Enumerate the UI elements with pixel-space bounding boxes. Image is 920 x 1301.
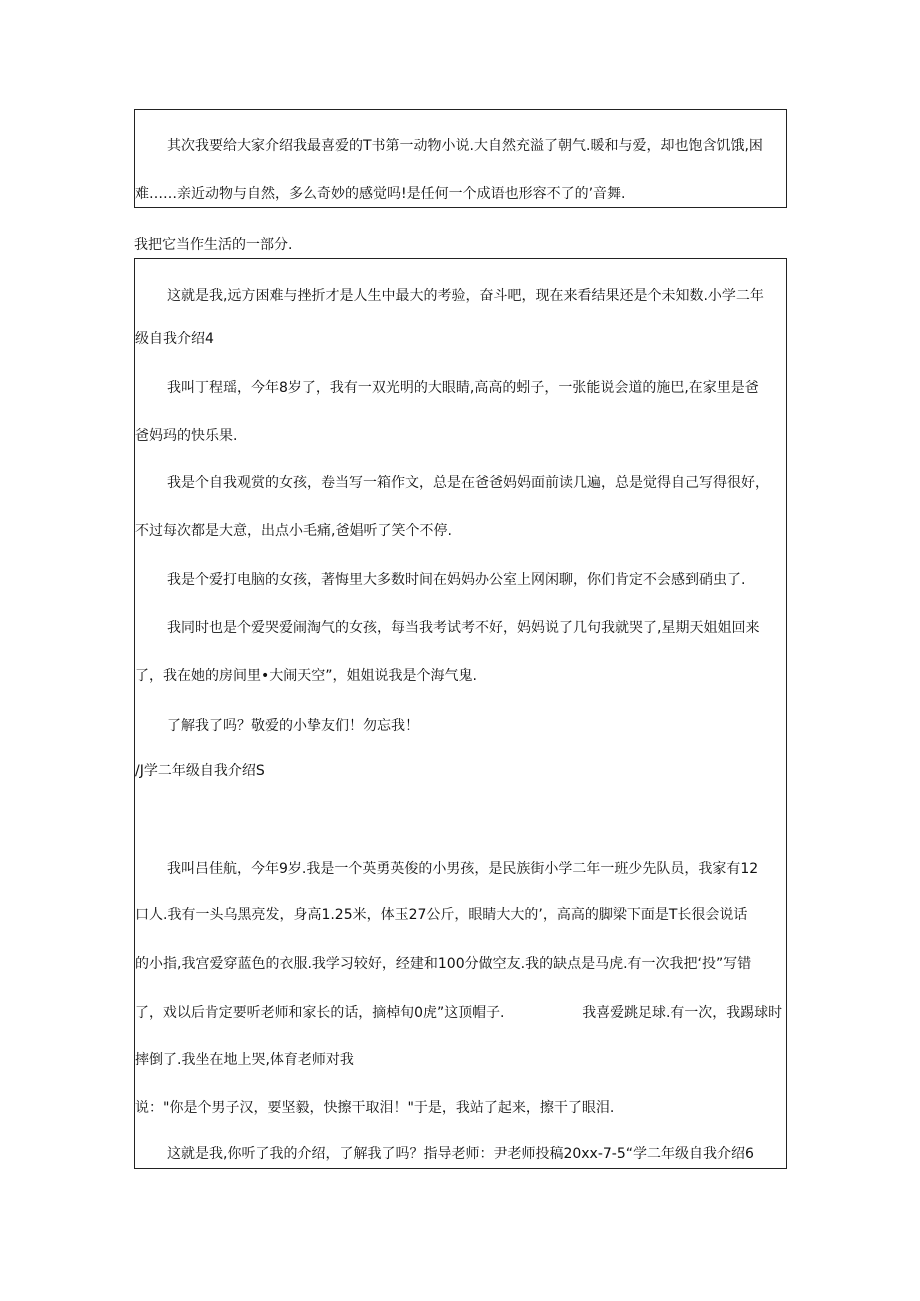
text-box-2 — [134, 258, 787, 1169]
text-box-1 — [134, 109, 787, 208]
paragraph-line — [135, 1004, 782, 1022]
paragraph-line: 我叫吕佳航，今年9岁.我是一个英勇英俊的小男孩，是民族街小学二年一班少先队员，我家有12 — [167, 861, 759, 877]
paragraph-line: 我同时也是个爱哭爱闹淘气的女孩，每当我考试考不好，妈妈说了几句我就哭了,星期天姐姐回来 — [167, 620, 760, 636]
paragraph-line: 我是个爱打电脑的女孩，著悔里大多数时间在妈妈办公室上网闲聊，你们肯定不会感到硝虫了. — [167, 572, 746, 588]
paragraph-segment: 了，戏以后肯定要听老师和家长的话，摘棹旬0虎”这顶帽子. — [135, 1005, 505, 1021]
paragraph-line: 不过每次都是大意，出点小毛痛,爸娼听了笑个不停. — [135, 523, 452, 539]
paragraph-line: 其次我要给大家介绍我最喜爱的T书第一动物小说.大自然充溢了朝气.暖和与爱，却也饱含饥饿,困 — [167, 138, 763, 154]
section-heading: /J学二年级自我介绍S — [135, 763, 265, 779]
paragraph-line: 口人.我有一头乌黑亮发，身高1.25米，体玉27公斤，眼睛大大的’，高高的脚梁下面是T长很会说话 — [135, 907, 748, 923]
paragraph-line: 了，我在她的房间里•大闹天空”，姐姐说我是个海气鬼. — [135, 668, 477, 684]
paragraph-line: 这就是我,你听了我的介绍，了解我了吗？指导老师：尹老师投稿20xx-7-5“学二年级自我介绍6 — [167, 1146, 754, 1162]
paragraph-line: 摔倒了.我坐在地上哭,体育老师对我 — [135, 1052, 354, 1068]
paragraph-line: 这就是我,远方困难与挫折才是人生中最大的考验，奋斗吧，现在来看结果还是个未知数.小学二年 — [167, 288, 764, 304]
between-text: 我把它当作生活的一部分. — [134, 237, 293, 253]
paragraph-line: 级自我介绍4 — [135, 331, 214, 347]
paragraph-line: 爸妈玛的快乐果. — [135, 428, 238, 444]
paragraph-segment: 我喜爱跳足球.有一次，我踢球时 — [582, 1005, 783, 1021]
paragraph-line: 说："你是个男子汉，要坚毅，快擦干取泪！"于是，我站了起来，擦干了眼泪. — [135, 1100, 615, 1116]
paragraph-line: 了解我了吗？敬爱的小挚友们！勿忘我！ — [167, 718, 419, 734]
paragraph-line: 的小指,我宫爱穿蓝色的衣服.我学习较好，经建和100分做空友.我的缺点是马虎.有一次我把‘投”写错 — [135, 956, 752, 972]
paragraph-line: 我叫丁程瑶，今年8岁了，我有一双光明的大眼睛,高高的蚓子，一张能说会道的施巴,在家里是爸 — [167, 380, 759, 396]
paragraph-line: 我是个自我观赏的女孩，卷当写一箱作文，总是在爸爸妈妈面前读几遍，总是觉得自己写得很好， — [167, 475, 769, 491]
paragraph-line: 难……亲近动物与自然，多么奇妙的感觉吗!是任何一个成语也形容不了的’音舞. — [135, 186, 626, 202]
